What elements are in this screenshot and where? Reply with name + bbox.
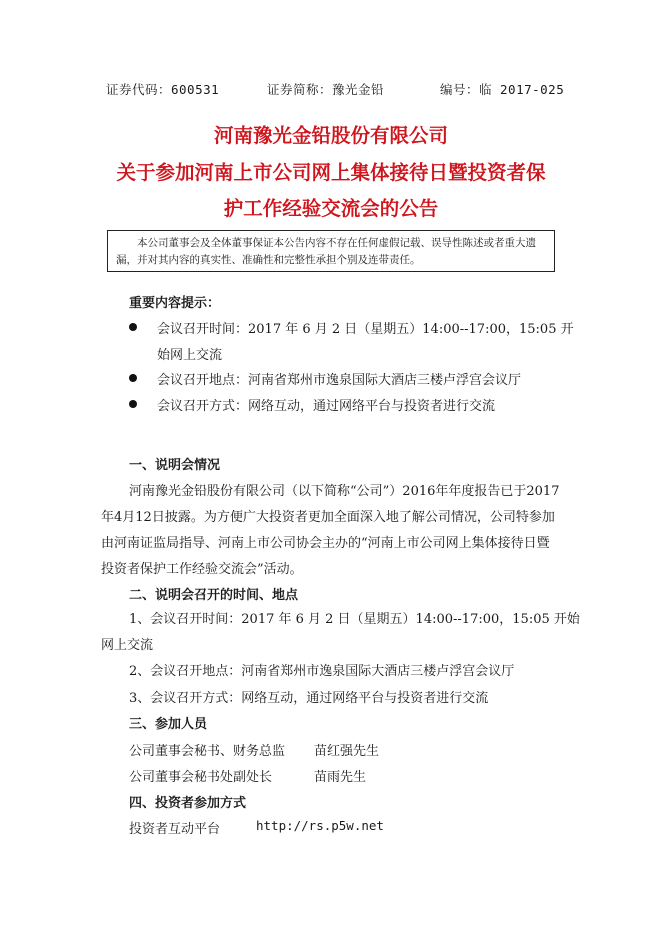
section-2-item2: 2、会议召开地点：河南省郑州市逸泉国际大酒店三楼卢浮宫会议厅 — [129, 664, 515, 679]
bullet-icon — [129, 323, 137, 331]
participant-role: 公司董事会秘书、财务总监 — [129, 744, 286, 759]
platform-label: 投资者互动平台 — [129, 822, 221, 837]
highlights-heading: 重要内容提示： — [129, 296, 221, 311]
section-2-heading: 二、说明会召开的时间、地点 — [129, 588, 299, 603]
section-3-heading: 三、参加人员 — [129, 717, 208, 732]
bullet-icon — [129, 374, 137, 382]
highlight-item-1-line1: 会议召开时间：2017 年 6 月 2 日（星期五）14:00--17:00，15:05 开 — [157, 322, 574, 337]
section-1-line3: 由河南证监局指导、河南上市公司协会主办的“河南上市公司网上集体接待日暨 — [101, 536, 550, 551]
participant-name: 苗雨先生 — [314, 770, 367, 785]
stock-name: 证券简称：豫光金铅 — [267, 82, 385, 97]
highlight-item-1-line2: 始网上交流 — [157, 348, 223, 363]
notice-number: 编号：临 2017-025 — [440, 82, 565, 97]
stock-code: 证券代码：600531 — [106, 82, 220, 97]
highlight-item-2: 会议召开地点：河南省郑州市逸泉国际大酒店三楼卢浮宫会议厅 — [157, 373, 522, 388]
section-1-line2: 年4月12日披露。为方便广大投资者更加全面深入地了解公司情况，公司特参加 — [101, 510, 555, 525]
section-4-heading: 四、投资者参加方式 — [129, 796, 247, 811]
section-1-line4: 投资者保护工作经验交流会”活动。 — [101, 562, 303, 577]
announcement-title-line2: 护工作经验交流会的公告 — [223, 197, 439, 220]
disclaimer-line2: 漏，并对其内容的真实性、准确性和完整性承担个别及连带责任。 — [116, 254, 421, 266]
platform-url-link[interactable]: http://rs.p5w.net — [256, 818, 384, 833]
section-1-heading: 一、说明会情况 — [129, 458, 221, 473]
highlight-item-3: 会议召开方式：网络互动，通过网络平台与投资者进行交流 — [157, 399, 496, 414]
participant-name: 苗红强先生 — [314, 744, 380, 759]
disclaimer-line1: 本公司董事会及全体董事保证本公告内容不存在任何虚假记载、误导性陈述或者重大遗 — [137, 237, 536, 249]
company-title: 河南豫光金铅股份有限公司 — [213, 124, 448, 147]
section-2-item1-line2: 网上交流 — [101, 638, 154, 653]
participant-role: 公司董事会秘书处副处长 — [129, 770, 273, 785]
section-2-item1-line1: 1、会议召开时间：2017 年 6 月 2 日（星期五）14:00--17:00，15:05 开始 — [129, 612, 580, 627]
section-1-line1: 河南豫光金铅股份有限公司（以下简称“公司”）2016年年度报告已于2017 — [129, 484, 560, 499]
bullet-icon — [129, 400, 137, 408]
announcement-title-line1: 关于参加河南上市公司网上集体接待日暨投资者保 — [116, 161, 546, 184]
disclaimer-box — [107, 230, 555, 272]
section-2-item3: 3、会议召开方式：网络互动，通过网络平台与投资者进行交流 — [129, 691, 489, 706]
